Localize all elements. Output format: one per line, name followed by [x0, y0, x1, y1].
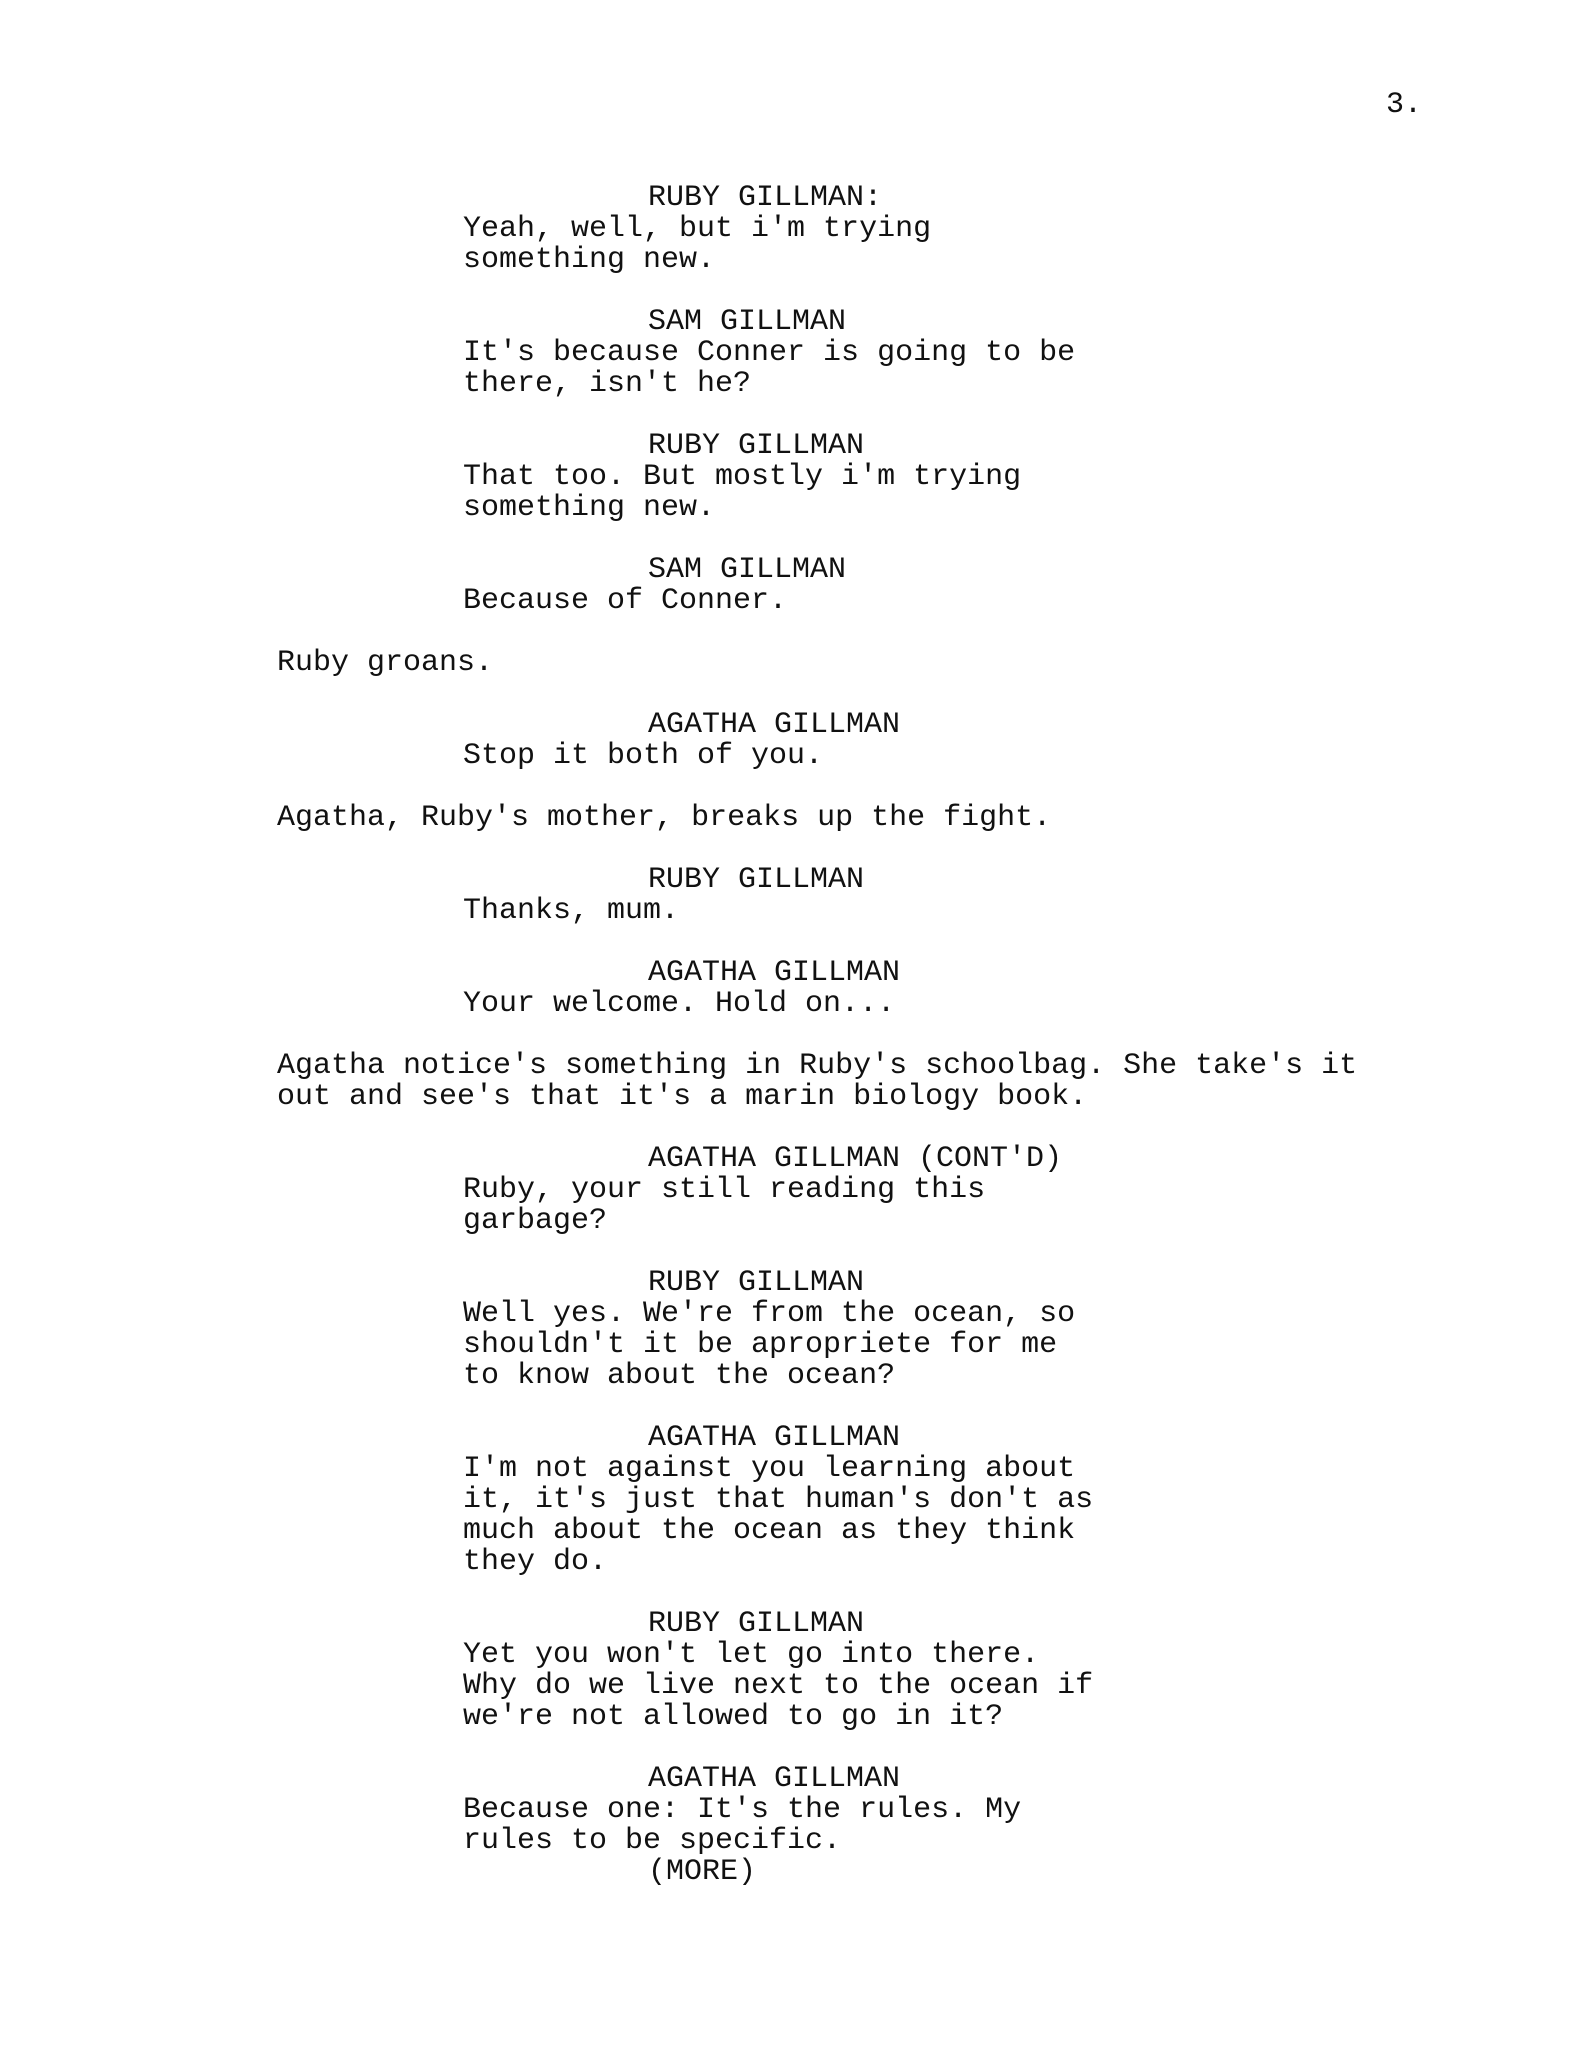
character-cue: AGATHA GILLMAN: [648, 956, 901, 990]
dialogue-line: Yeah, well, but i'm trying: [463, 212, 932, 246]
script-body: [0, 183, 1583, 1888]
character-cue: AGATHA GILLMAN (CONT'D): [648, 1142, 1063, 1176]
dialogue-line: I'm not against you learning about: [463, 1452, 1076, 1486]
character-cue: RUBY GILLMAN: [648, 1607, 865, 1641]
dialogue-line: Well yes. We're from the ocean, so: [463, 1297, 1076, 1331]
action-line: Agatha notice's something in Ruby's schoolbag. She take's it: [277, 1049, 1358, 1083]
dialogue-line: Because of Conner.: [463, 584, 788, 618]
dialogue-line: Stop it both of you.: [463, 739, 824, 773]
dialogue-line: it, it's just that human's don't as: [463, 1483, 1094, 1517]
character-cue: RUBY GILLMAN: [648, 863, 865, 897]
action-line: Ruby groans.: [277, 646, 494, 680]
dialogue-line: Thanks, mum.: [463, 894, 680, 928]
dialogue-line: Yet you won't let go into there.: [463, 1638, 1040, 1672]
dialogue-line: they do.: [463, 1545, 608, 1579]
page-number: 3.: [1386, 88, 1423, 122]
action-line: out and see's that it's a marin biology book.: [277, 1080, 1088, 1114]
character-cue: RUBY GILLMAN: [648, 429, 865, 463]
character-cue: AGATHA GILLMAN: [648, 1421, 901, 1455]
character-cue: RUBY GILLMAN: [648, 1266, 865, 1300]
dialogue-line: Why do we live next to the ocean if: [463, 1669, 1094, 1703]
dialogue-line: shouldn't it be apropriete for me: [463, 1328, 1058, 1362]
dialogue-line: much about the ocean as they think: [463, 1514, 1076, 1548]
dialogue-line: something new.: [463, 243, 716, 277]
dialogue-line: something new.: [463, 491, 716, 525]
dialogue-line: garbage?: [463, 1204, 608, 1238]
dialogue-line: It's because Conner is going to be: [463, 336, 1076, 370]
dialogue-line: Your welcome. Hold on...: [463, 987, 896, 1021]
character-cue: SAM GILLMAN: [648, 553, 847, 587]
more-marker: (MORE): [648, 1855, 757, 1889]
dialogue-line: we're not allowed to go in it?: [463, 1700, 1004, 1734]
dialogue-line: there, isn't he?: [463, 367, 752, 401]
dialogue-line: That too. But mostly i'm trying: [463, 460, 1022, 494]
character-cue: AGATHA GILLMAN: [648, 1762, 901, 1796]
character-cue: AGATHA GILLMAN: [648, 708, 901, 742]
dialogue-line: rules to be specific.: [463, 1824, 842, 1858]
dialogue-line: to know about the ocean?: [463, 1359, 896, 1393]
dialogue-line: Because one: It's the rules. My: [463, 1793, 1022, 1827]
dialogue-line: Ruby, your still reading this: [463, 1173, 986, 1207]
character-cue: RUBY GILLMAN:: [648, 181, 883, 215]
action-line: Agatha, Ruby's mother, breaks up the fight.: [277, 801, 1052, 835]
character-cue: SAM GILLMAN: [648, 305, 847, 339]
